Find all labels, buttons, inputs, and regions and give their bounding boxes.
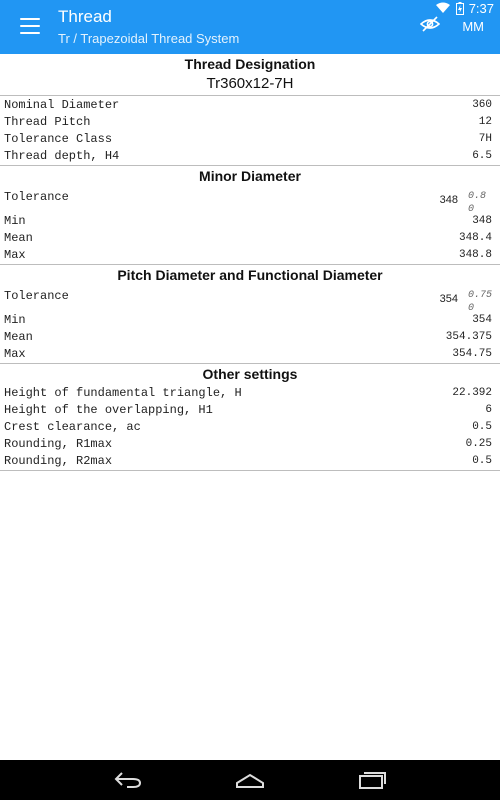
home-button[interactable] (230, 768, 270, 792)
other-settings-heading: Other settings (202, 366, 298, 382)
tolerance-value (440, 190, 492, 216)
param-label: Max (4, 247, 26, 262)
param-row (0, 452, 500, 469)
param-label: Height of fundamental triangle, H (4, 385, 242, 400)
tolerance-upper: 0.8 (468, 191, 487, 202)
tolerance-label: Tolerance (4, 289, 69, 303)
param-value: 354.75 (452, 347, 492, 360)
param-label: Height of the overlapping, H1 (4, 402, 213, 417)
battery-charging-icon (456, 2, 464, 15)
pitch-diameter-heading: Pitch Diameter and Functional Diameter (117, 267, 383, 283)
tolerance-lower: 0 (468, 204, 475, 215)
param-row (0, 328, 500, 345)
back-button[interactable] (108, 768, 148, 792)
param-label: Tolerance Class (4, 131, 113, 146)
designation-value: Tr360x12-7H (0, 74, 500, 96)
param-label: Min (4, 213, 26, 228)
designation-heading: Thread Designation (184, 56, 316, 72)
hamburger-menu-icon[interactable] (20, 18, 40, 34)
param-label: Crest clearance, ac (4, 419, 141, 434)
tolerance-row (0, 285, 500, 314)
param-row (0, 147, 500, 164)
other-settings-section (0, 384, 500, 471)
unit-toggle[interactable]: MM (462, 19, 484, 34)
param-value: 6 (485, 403, 492, 416)
tolerance-deviation (468, 190, 492, 216)
param-label: Thread depth, H4 (4, 148, 120, 163)
param-row (0, 130, 500, 147)
param-value: 354 (472, 313, 492, 326)
param-value: 6.5 (472, 149, 492, 162)
eye-off-icon[interactable] (420, 16, 440, 32)
pitch-diameter-section (0, 285, 500, 364)
param-value: 360 (472, 98, 492, 111)
param-row (0, 96, 500, 113)
minor-diameter-heading: Minor Diameter (199, 168, 301, 184)
param-label: Rounding, R2max (4, 453, 113, 468)
tolerance-deviation (468, 289, 492, 315)
param-row (0, 418, 500, 435)
param-value: 348.8 (458, 248, 492, 261)
thread-results (0, 54, 500, 471)
param-value: 348.4 (458, 231, 492, 244)
param-value: 0.5 (472, 454, 492, 467)
system-nav-bar (0, 760, 500, 800)
minor-diameter-section (0, 186, 500, 265)
param-value: 348 (472, 214, 492, 227)
wifi-icon (435, 2, 451, 14)
recents-button[interactable] (352, 768, 392, 792)
param-row (0, 401, 500, 418)
param-value: 12 (478, 115, 492, 128)
param-label: Min (4, 312, 26, 327)
param-row (0, 345, 500, 362)
home-icon (234, 771, 266, 789)
param-label: Thread Pitch (4, 114, 91, 129)
param-row (0, 229, 500, 246)
page-subtitle: Tr / Trapezoidal Thread System (58, 31, 240, 46)
back-icon (113, 771, 143, 789)
param-label: Max (4, 346, 26, 361)
param-value: 354.375 (445, 330, 492, 343)
param-value: 0.25 (465, 437, 492, 450)
basic-parameters (0, 96, 500, 166)
param-label: Nominal Diameter (4, 97, 120, 112)
tolerance-row (0, 186, 500, 215)
tolerance-upper: 0.75 (468, 290, 493, 301)
param-value: 0.5 (472, 420, 492, 433)
param-label: Rounding, R1max (4, 436, 113, 451)
app-bar (0, 0, 500, 54)
status-time: 7:37 (468, 0, 494, 16)
param-row (0, 435, 500, 452)
param-row (0, 311, 500, 328)
param-label: Mean (4, 329, 33, 344)
param-label: Mean (4, 230, 33, 245)
tolerance-nominal: 348 (439, 194, 458, 206)
param-row (0, 246, 500, 263)
recents-icon (357, 770, 387, 790)
param-value: 7H (478, 132, 492, 145)
tolerance-label: Tolerance (4, 190, 69, 204)
page-title: Thread (58, 7, 112, 26)
status-bar (430, 0, 500, 16)
tolerance-nominal: 354 (439, 293, 458, 305)
param-row (0, 113, 500, 130)
tolerance-lower: 0 (468, 303, 475, 314)
param-row (0, 384, 500, 401)
tolerance-value (440, 289, 492, 315)
param-value: 22.392 (452, 386, 492, 399)
param-row (0, 212, 500, 229)
